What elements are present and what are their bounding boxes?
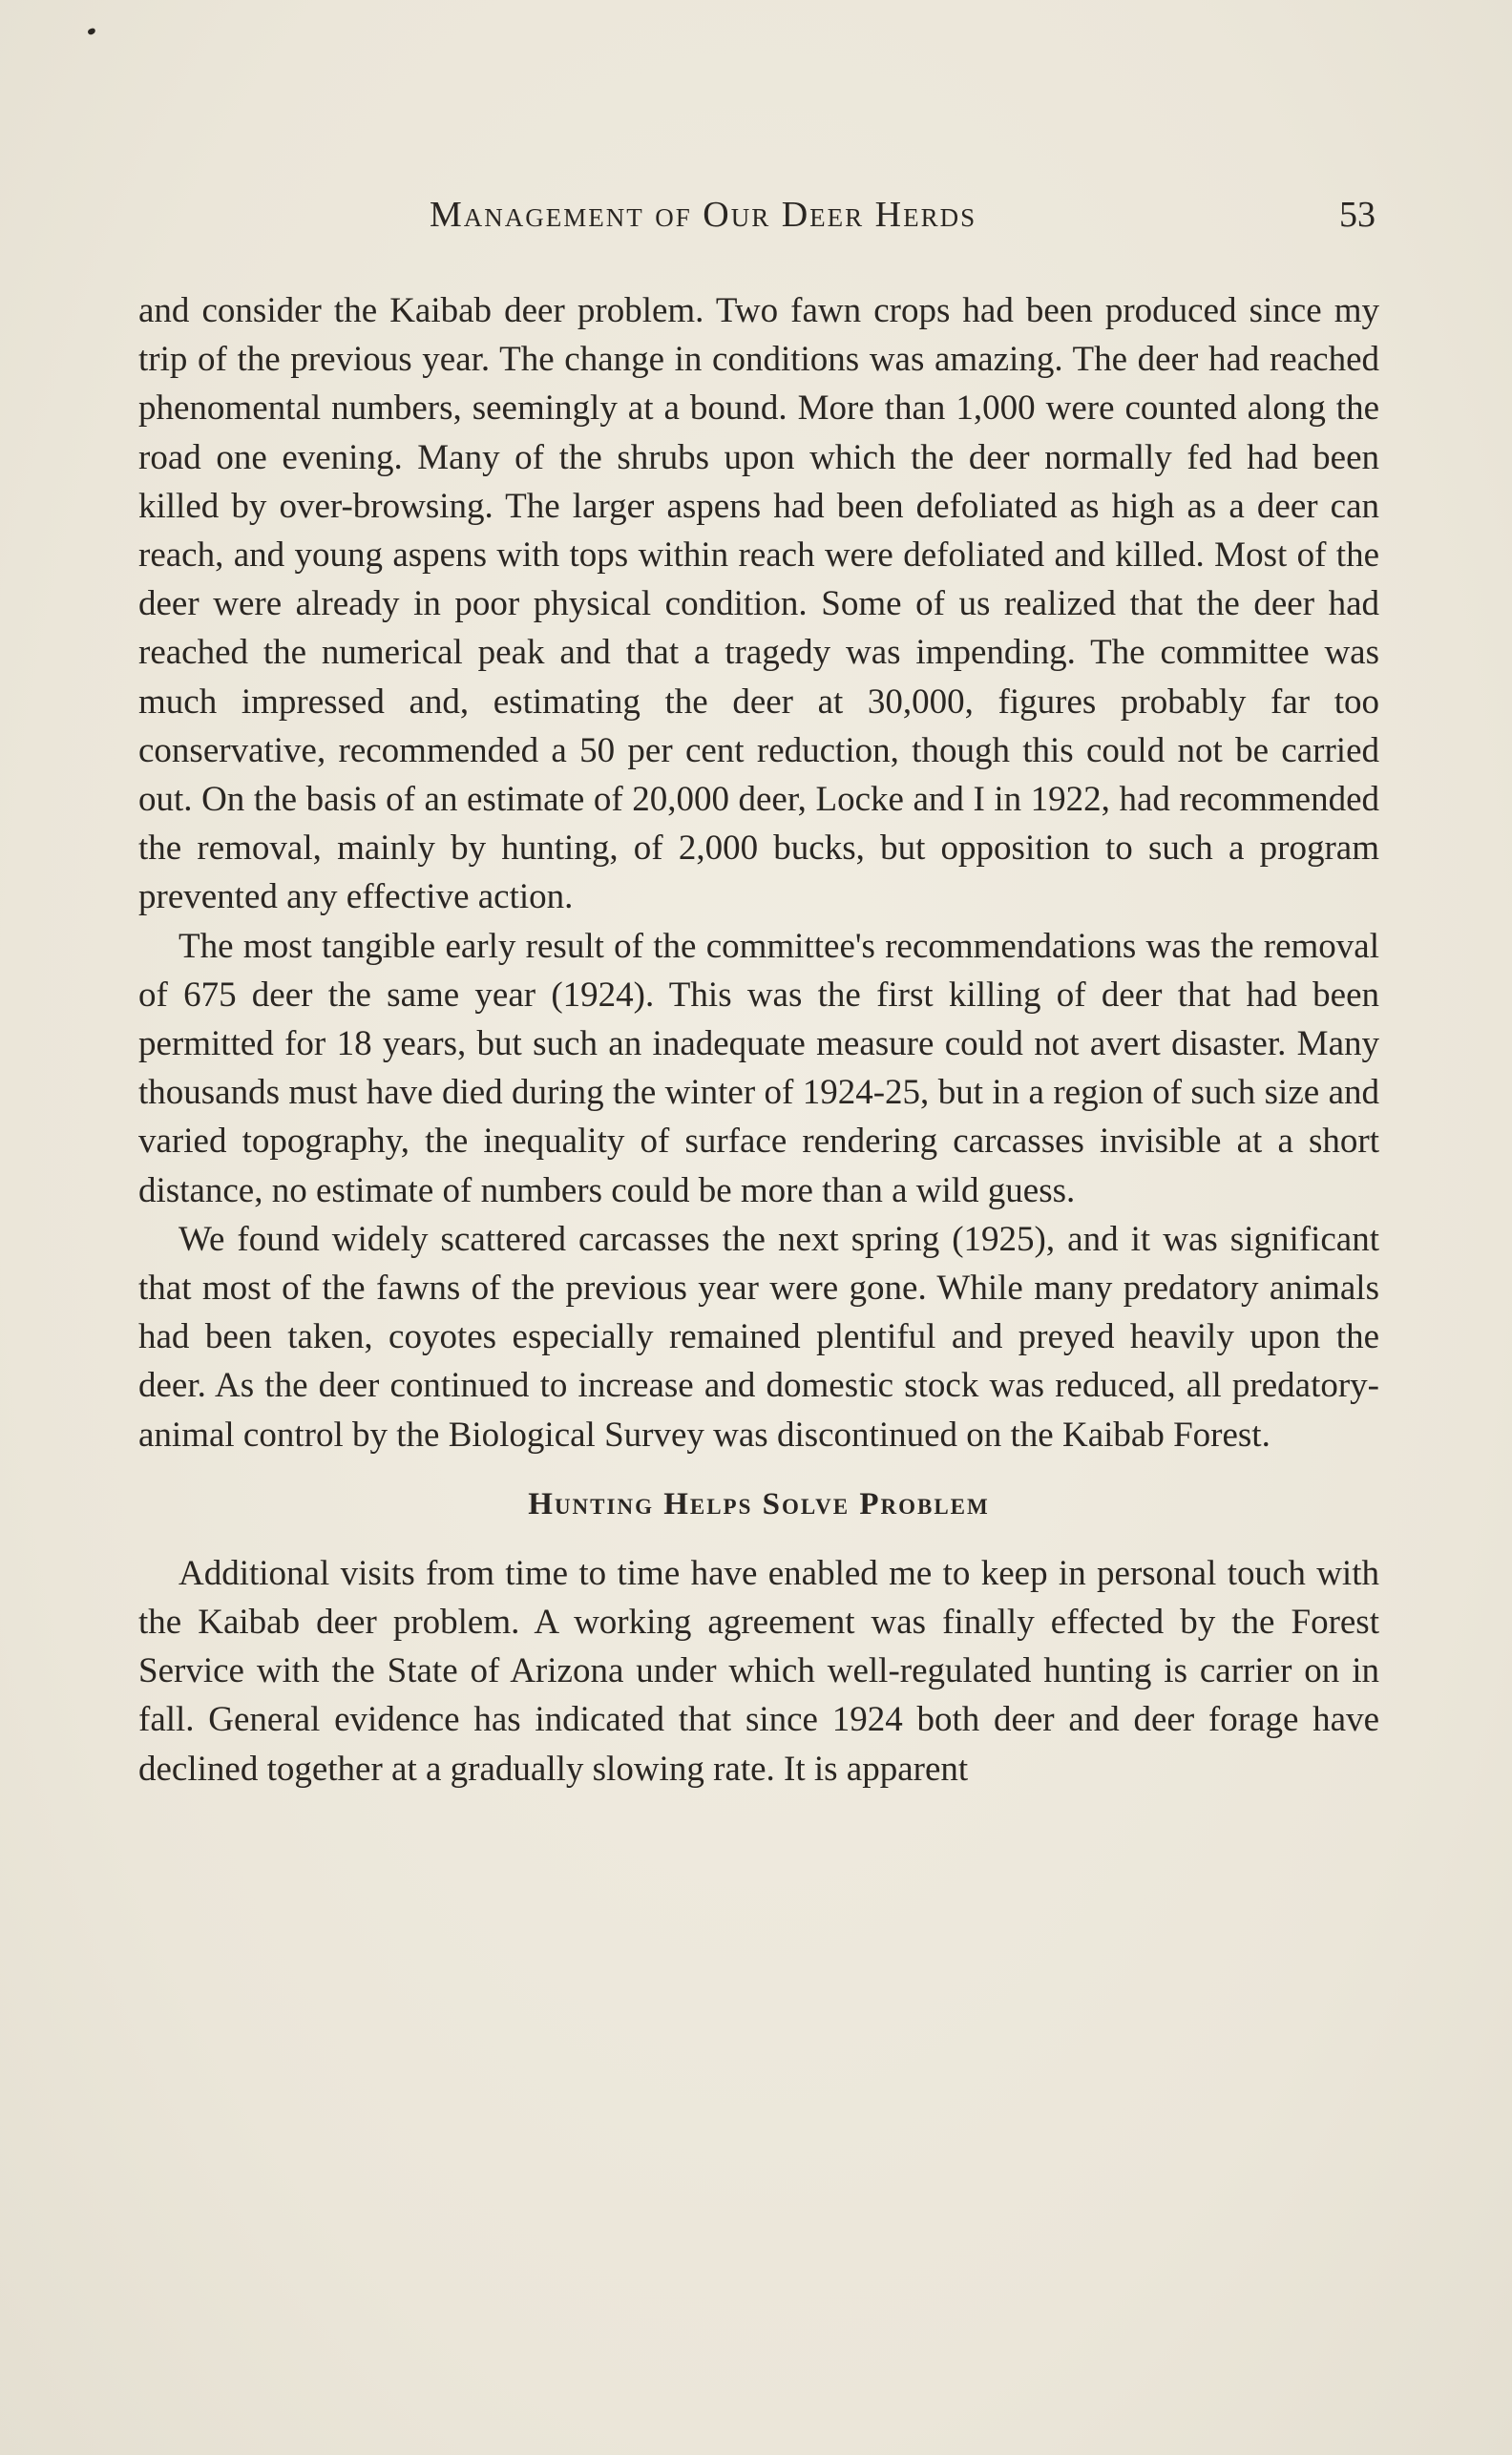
body-text <box>138 286 1379 1794</box>
paragraph-2: The most tangible early result of the committee's recommendations was the removal of 675 deer the same year (1924). This was the first killing of deer that had been permitted for 18 years, but such an inadequate measure could not avert disaster. Many thousands must have died during the winter of 1924-25, but in a region of such size and varied topography, the inequality of surface rendering carcasses invisible at a short distance, no estimate of numbers could be more than a wild guess. <box>138 926 1379 1210</box>
paragraph-4: Additional visits from time to time have enabled me to keep in personal touch with the Kaibab deer problem. A working agreement was finally effected by the Forest Service with the State of Arizona under which well-regulated hunting is carrier on in fall. General evidence has indicated that since 1924 both deer and deer forage have declined together at a gradually slowing rate. It is apparent <box>138 1553 1379 1789</box>
running-title: Management of Our Deer Herds <box>430 195 977 235</box>
paragraph-1: and consider the Kaibab deer problem. Two fawn crops had been produced since my trip of the previous year. The change in conditions was amazing. The deer had reached phenomental numbers, seemingly at a bound. More than 1,000 were counted along the road one evening. Many of the shrubs upon which the deer normally fed had been killed by over-browsing. The larger aspens had been defoliated as high as a deer can reach, and young aspens with tops within reach were defoliated and killed. Most of the deer were already in poor physical condition. Some of us realized that the deer had reached the numerical peak and that a tragedy was impending. The committee was much impressed and, estimating the deer at 30,000, figures probably far too conservative, recommended a 50 per cent reduction, though this could not be carried out. On the basis of an estimate of 20,000 deer, Locke and I in 1922, had recommended the removal, mainly by hunting, of 2,000 bucks, but opposition to such a program prevented any effective action. <box>138 291 1379 917</box>
page-number: 53 <box>1339 195 1376 235</box>
ink-speck <box>87 28 96 35</box>
running-head <box>138 191 1379 248</box>
paragraph-3: We found widely scattered carcasses the next spring (1925), and it was significant that most of the fawns of the previous year were gone. While many predatory animals had been taken, coyotes especially remained plentiful and preyed heavily upon the deer. As the deer continued to increase and domestic stock was reduced, all predatory-animal control by the Biological Survey was discontinued on the Kaibab Forest. <box>138 1219 1379 1455</box>
section-heading: Hunting Helps Solve Problem <box>528 1486 990 1521</box>
